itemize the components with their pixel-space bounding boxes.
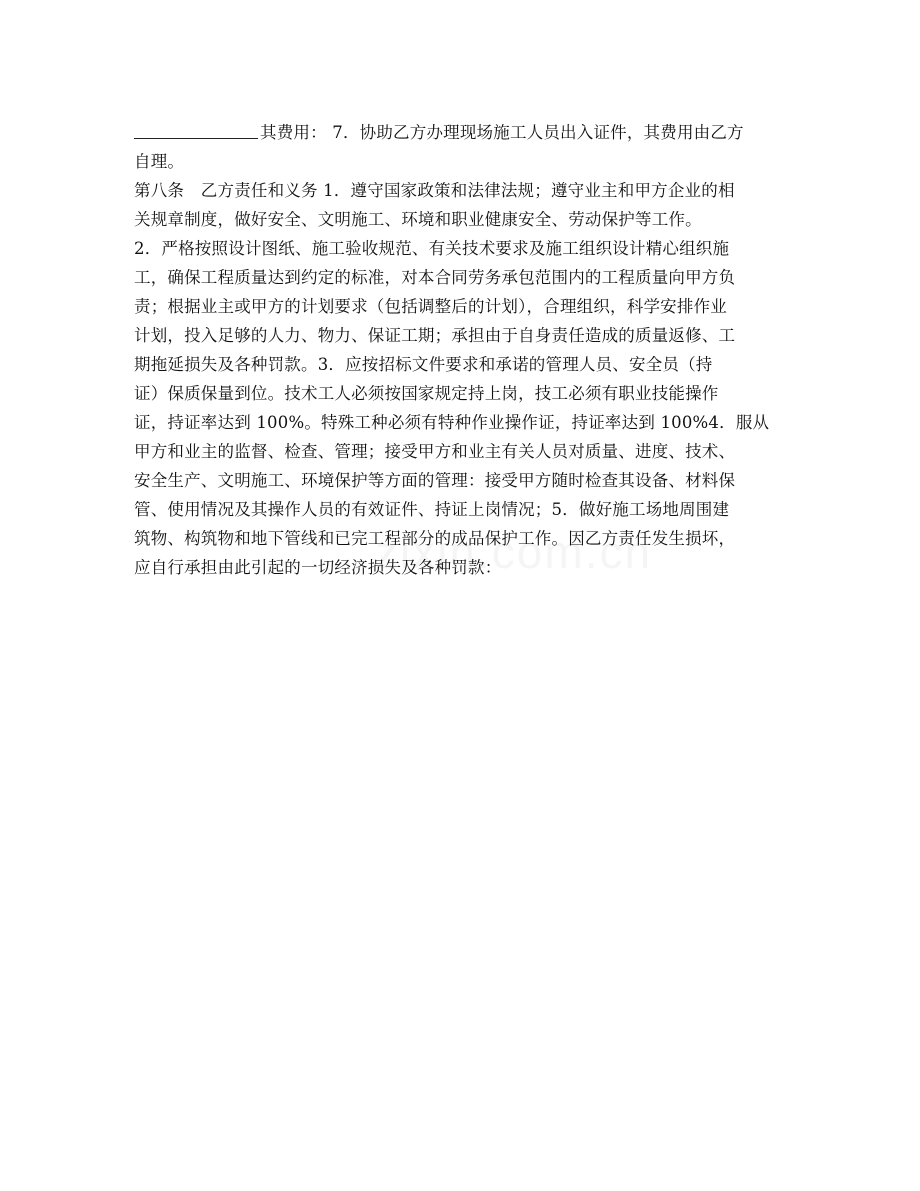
text-line: 应自行承担由此引起的一切经济损失及各种罚款： <box>134 558 502 577</box>
watermark <box>375 525 652 579</box>
text-line: 证，持证率达到 100%。特殊工种必须有特种作业操作证，持证率达到 100%4．服从 <box>134 413 770 432</box>
text-line: 安全生产、文明施工、环境保护等方面的管理：接受甲方随时检查其设备、材料保 <box>134 471 736 490</box>
text-line: 2．严格按照设计图纸、施工验收规范、有关技术要求及施工组织设计精心组织施 <box>134 239 730 258</box>
text-line: 甲方和业主的监督、检查、管理；接受甲方和业主有关人员对质量、进度、技术、 <box>134 442 736 461</box>
text-line: 自理。 <box>134 152 185 171</box>
text-line <box>134 118 794 147</box>
text-line: 责；根据业主或甲方的计划要求（包括调整后的计划），合理组织，科学安排作业 <box>134 297 727 316</box>
text-line: 计划，投入足够的人力、物力、保证工期；承担由于自身责任造成的质量返修、工 <box>134 326 736 345</box>
text-line: 关规章制度，做好安全、文明施工、环境和职业健康安全、劳动保护等工作。 <box>134 210 702 229</box>
text-line: 期拖延损失及各种罚款。3．应按招标文件要求和承诺的管理人员、安全员（持 <box>134 355 713 374</box>
text-line: 管、使用情况及其操作人员的有效证件、持证上岗情况；5．做好施工场地周围建 <box>134 500 730 519</box>
text-line: 工，确保工程质量达到约定的标准，对本合同劳务承包范围内的工程质量向甲方负 <box>134 268 736 287</box>
document-body <box>134 118 794 582</box>
fill-in-blank <box>134 120 258 139</box>
text-line: 筑物、构筑物和地下管线和已完工程部分的成品保护工作。因乙方责任发生损坏， <box>134 529 736 548</box>
text-line: 第八条 乙方责任和义务 1．遵守国家政策和法律法规；遵守业主和甲方企业的相 <box>134 181 735 200</box>
text-line: 证）保质保量到位。技术工人必须按国家规定持上岗，技工必须有职业技能操作 <box>134 384 719 403</box>
text-line-content: 其费用： 7．协助乙方办理现场施工人员出入证件，其费用由乙方 <box>260 123 744 142</box>
